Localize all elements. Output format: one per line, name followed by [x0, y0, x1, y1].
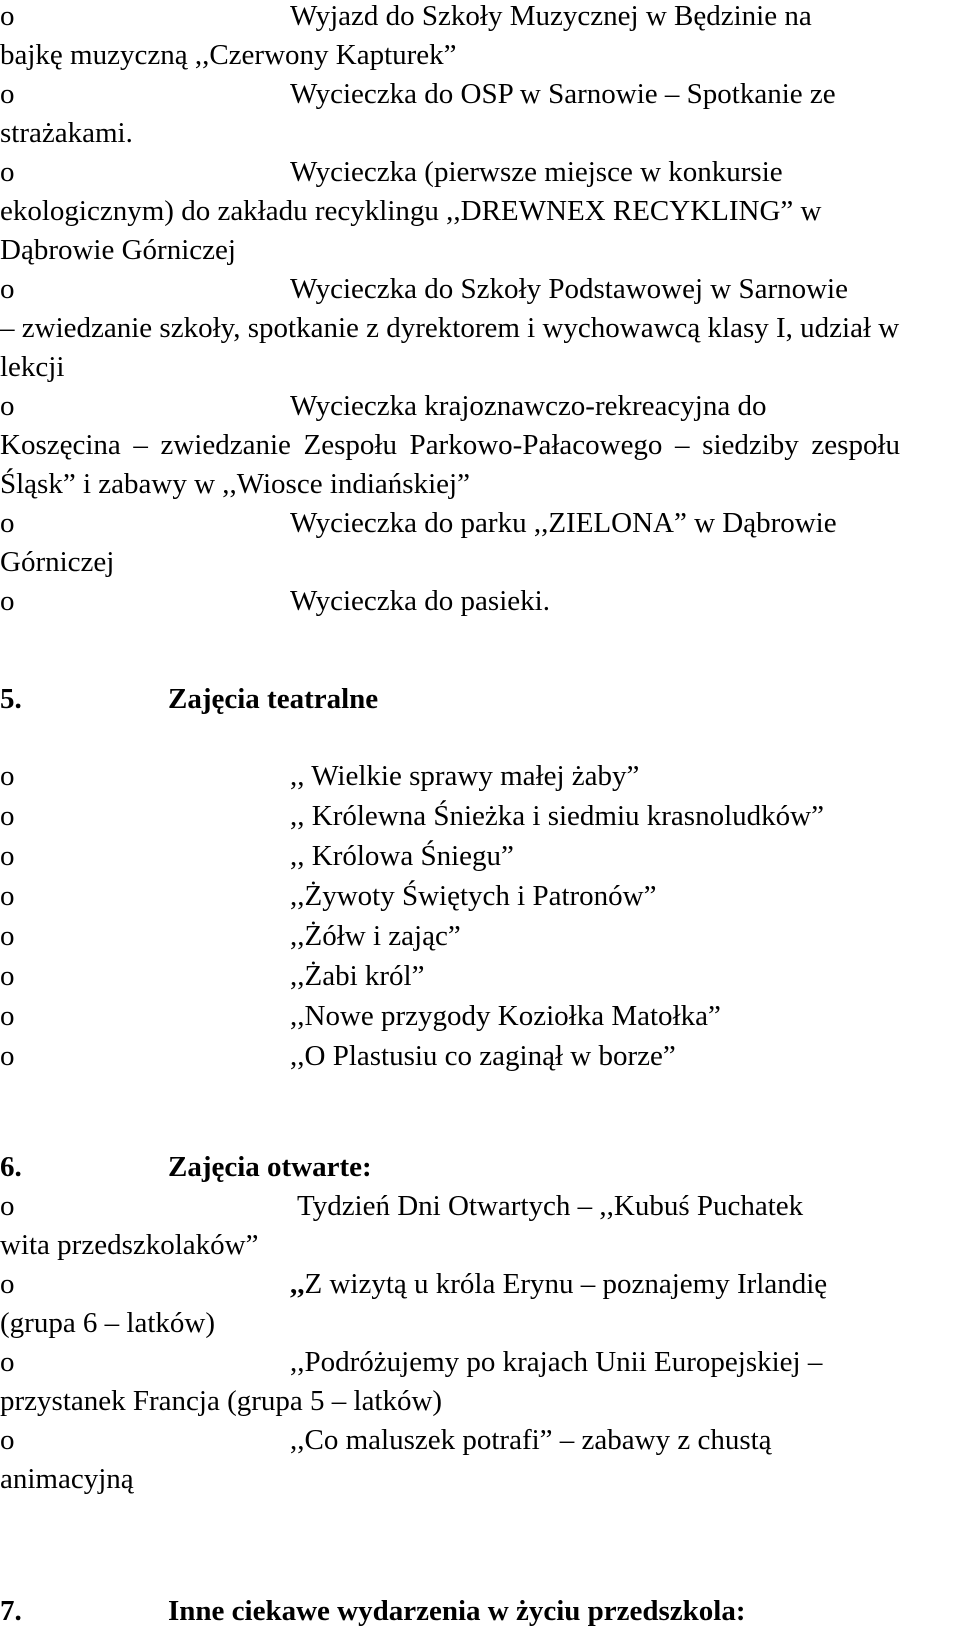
bullet-marker: o [0, 0, 15, 32]
list-item-continuation: Koszęcina – zwiedzanie Zespołu Parkowo-Pałacowego – siedziby zespołu Śląsk” i zabawy w ,,Wiosce indiańskiej” [0, 429, 900, 500]
bullet-marker: o [0, 840, 15, 872]
list-item [0, 75, 930, 153]
section-number: 7. [0, 1595, 22, 1627]
theatre-list [0, 757, 930, 1077]
bullet-marker: o [0, 156, 15, 188]
list-item-text: ,, Królowa Śniegu” [290, 840, 514, 872]
open-classes-list [0, 1187, 930, 1499]
bullet-marker: o [0, 1346, 15, 1378]
list-item-continuation: przystanek Francja (grupa 5 – latków) [0, 1385, 443, 1417]
list-item [0, 270, 930, 387]
list-item-text: ,,Co maluszek potrafi” – zabawy z chustą [290, 1424, 772, 1456]
bullet-marker: o [0, 1000, 15, 1032]
list-item-text-body: Z wizytą u króla Erynu – poznajemy Irlandię [304, 1268, 828, 1300]
list-item [0, 1343, 930, 1421]
list-item-continuation: ekologicznym) do zakładu recyklingu ,,DREWNEX RECYKLING” w Dąbrowie Górniczej [0, 195, 822, 266]
list-item-text: ,,Żywoty Świętych i Patronów” [290, 880, 657, 912]
list-item-continuation: Górniczej [0, 546, 115, 578]
list-item [0, 957, 930, 997]
section-title: Zajęcia otwarte: [168, 1151, 372, 1183]
list-item-text: Wycieczka do parku ,,ZIELONA” w Dąbrowie [290, 507, 837, 539]
list-item [0, 757, 930, 797]
bullet-marker: o [0, 78, 15, 110]
list-item-text [290, 1265, 827, 1304]
list-item-text: ,,Nowe przygody Koziołka Matołka” [290, 1000, 721, 1032]
list-item [0, 582, 930, 622]
list-item [0, 0, 930, 75]
list-item [0, 153, 930, 270]
bullet-marker: o [0, 760, 15, 792]
bullet-marker: o [0, 390, 15, 422]
list-item-text: ,, Wielkie sprawy małej żaby” [290, 760, 640, 792]
bullet-marker: o [0, 1040, 15, 1072]
section-number: 5. [0, 683, 22, 715]
list-item [0, 387, 930, 504]
list-item [0, 1037, 930, 1077]
bullet-marker: o [0, 800, 15, 832]
bullet-marker: o [0, 880, 15, 912]
bullet-marker: o [0, 920, 15, 952]
list-item-continuation: animacyjną [0, 1463, 134, 1495]
list-item-text: ,,Żółw i zając” [290, 920, 461, 952]
bullet-marker: o [0, 1424, 15, 1456]
list-item [0, 877, 930, 917]
list-item [0, 997, 930, 1037]
list-item-continuation: strażakami. [0, 117, 133, 149]
trips-list [0, 0, 930, 622]
bullet-marker: o [0, 1268, 15, 1300]
list-item [0, 1421, 930, 1499]
list-item-continuation: wita przedszkolaków” [0, 1229, 259, 1261]
section-title: Inne ciekawe wydarzenia w życiu przedszkola: [168, 1595, 746, 1627]
opening-quote: ,, [290, 1268, 305, 1300]
list-item-continuation: – zwiedzanie szkoły, spotkanie z dyrektorem i wychowawcą klasy I, udział w lekcji [0, 312, 900, 383]
bullet-marker: o [0, 960, 15, 992]
list-item-text: Wycieczka do Szkoły Podstawowej w Sarnowie [290, 273, 848, 305]
list-item [0, 837, 930, 877]
section-title: Zajęcia teatralne [168, 683, 379, 715]
list-item-text: ,, Królewna Śnieżka i siedmiu krasnoludków” [290, 800, 824, 832]
bullet-marker: o [0, 507, 15, 539]
list-item-text: Wycieczka do OSP w Sarnowie – Spotkanie ze [290, 78, 836, 110]
list-item-text: Wycieczka do pasieki. [290, 585, 550, 617]
list-item-text: Wycieczka krajoznawczo-rekreacyjna do [290, 390, 767, 422]
bullet-marker: o [0, 585, 15, 617]
list-item-text: ,,O Plastusiu co zaginął w borze” [290, 1040, 676, 1072]
list-item-text: Wycieczka (pierwsze miejsce w konkursie [290, 156, 783, 188]
bullet-marker: o [0, 1190, 15, 1222]
list-item [0, 1187, 930, 1265]
list-item-text: ,,Żabi król” [290, 960, 425, 992]
list-item-text: Wyjazd do Szkoły Muzycznej w Będzinie na [290, 0, 812, 32]
list-item [0, 797, 930, 837]
list-item-text: Tydzień Dni Otwartych – ,,Kubuś Puchatek [297, 1190, 804, 1222]
section-number: 6. [0, 1151, 22, 1183]
list-item [0, 504, 930, 582]
list-item [0, 1265, 930, 1343]
bullet-marker: o [0, 273, 15, 305]
list-item [0, 917, 930, 957]
list-item-text: ,,Podróżujemy po krajach Unii Europejskiej – [290, 1346, 823, 1378]
list-item-continuation: bajkę muzyczną ,,Czerwony Kapturek” [0, 39, 457, 71]
list-item-continuation: (grupa 6 – latków) [0, 1307, 216, 1339]
